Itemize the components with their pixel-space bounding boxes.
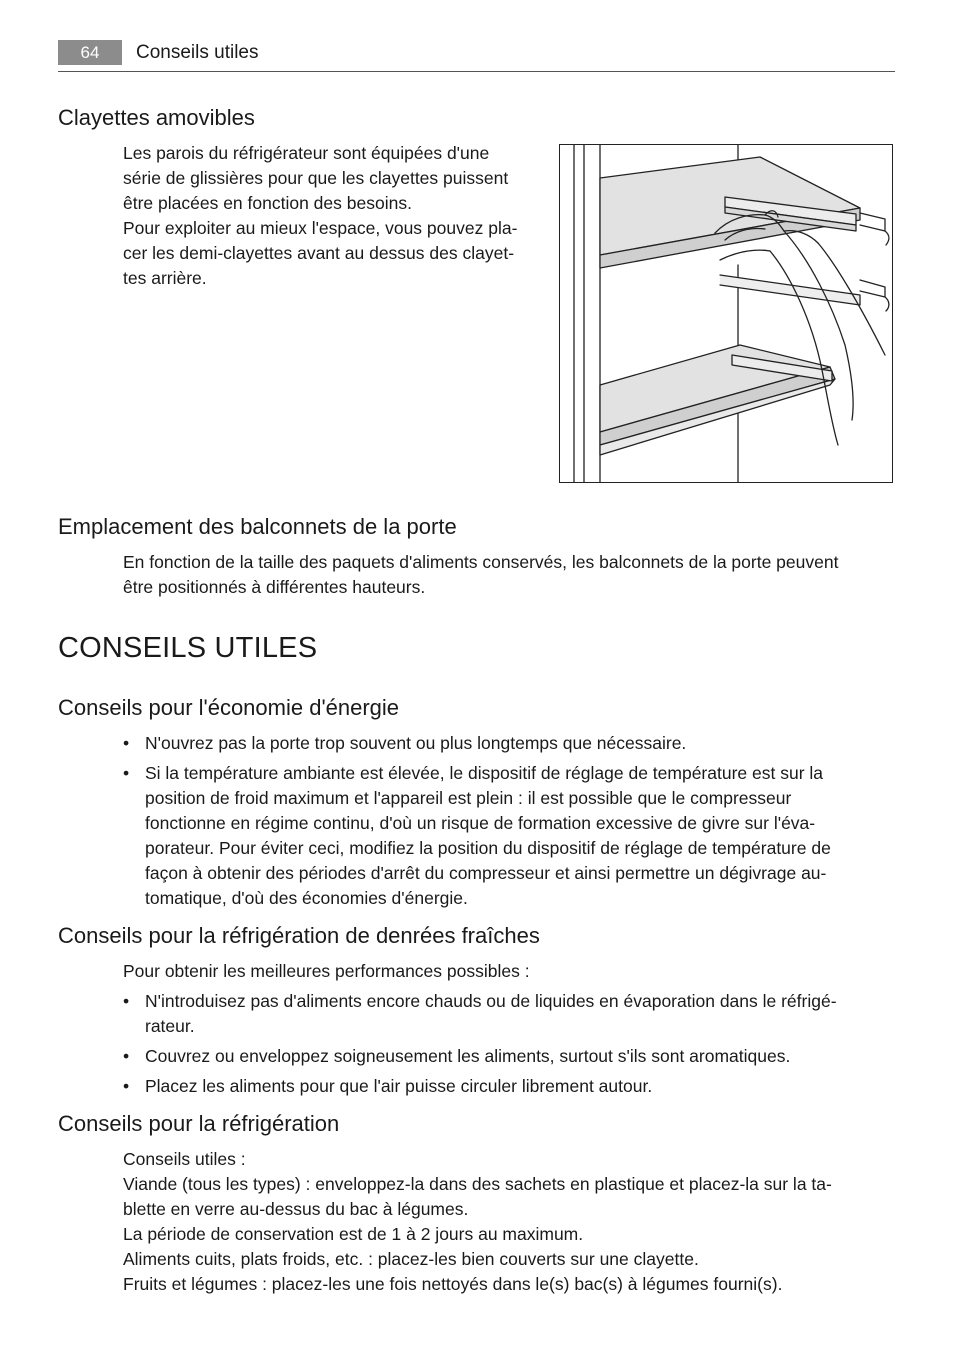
text-line: En fonction de la taille des paquets d'aliments conservés, les balconnets de la porte peuvent (123, 552, 839, 572)
text-line: Pour obtenir les meilleures performances possibles : (123, 961, 530, 981)
text-line: Aliments cuits, plats froids, etc. : placez-les bien couverts sur une clayette. (123, 1249, 699, 1269)
page-header (58, 40, 895, 72)
energie-bullet-list (123, 731, 831, 916)
text-line: fonctionne en régime continu, d'où un risque de formation excessive de givre sur l'éva- (145, 813, 816, 833)
running-title: Conseils utiles (136, 42, 259, 63)
text-line: tomatique, d'où des économies d'énergie. (145, 888, 468, 908)
text-line: Viande (tous les types) : enveloppez-la dans des sachets en plastique et placez-la sur la ta- (123, 1174, 832, 1194)
page-number: 64 (58, 40, 122, 65)
text-line: Les parois du réfrigérateur sont équipées d'une (123, 143, 490, 163)
list-item (123, 761, 831, 911)
text-line: La période de conservation est de 1 à 2 jours au maximum. (123, 1224, 584, 1244)
section-title-clayettes: Clayettes amovibles (58, 105, 255, 130)
section-title-refrigeration: Conseils pour la réfrigération (58, 1111, 340, 1136)
text-line: position de froid maximum et l'appareil est plein : il est possible que le compresseur (145, 788, 792, 808)
text-line: porateur. Pour éviter ceci, modifiez la position du dispositif de réglage de température de (145, 838, 831, 858)
section-title-balconnets: Emplacement des balconnets de la porte (58, 514, 457, 539)
text-line: être positionnés à différentes hauteurs. (123, 577, 426, 597)
refrigeration-paragraph (123, 1147, 832, 1297)
text-line: • N'introduisez pas d'aliments encore chauds ou de liquides en évaporation dans le réfrigé- (145, 991, 837, 1011)
list-item (123, 989, 837, 1039)
text-line: Conseils utiles : (123, 1149, 246, 1169)
shelf-illustration (559, 144, 893, 483)
main-heading: CONSEILS UTILES (58, 632, 318, 664)
text-line: rateur. (145, 1016, 195, 1036)
text-line: série de glissières pour que les clayettes puissent (123, 168, 509, 188)
denrees-bullet-list (123, 989, 837, 1104)
text-line: • Si la température ambiante est élevée, le dispositif de réglage de température est sur la (145, 763, 824, 783)
denrees-intro (123, 959, 530, 984)
text-line: Pour exploiter au mieux l'espace, vous pouvez pla- (123, 218, 518, 238)
list-item (123, 1044, 837, 1069)
list-item (123, 731, 831, 756)
balconnets-paragraph (123, 550, 838, 600)
shelf-hand-drawing (560, 145, 892, 482)
section-title-energie: Conseils pour l'économie d'énergie (58, 695, 400, 720)
text-line: façon à obtenir des périodes d'arrêt du compresseur et ainsi permettre un dégivrage au- (145, 863, 827, 883)
text-line: • N'ouvrez pas la porte trop souvent ou plus longtemps que nécessaire. (145, 733, 687, 753)
section-title-denrees: Conseils pour la réfrigération de denrées fraîches (58, 923, 540, 948)
text-line: tes arrière. (123, 268, 207, 288)
text-line: • Placez les aliments pour que l'air puisse circuler librement autour. (145, 1076, 653, 1096)
text-line: cer les demi-clayettes avant au dessus des clayet- (123, 243, 515, 263)
text-line: être placées en fonction des besoins. (123, 193, 412, 213)
text-line: blette en verre au-dessus du bac à légumes. (123, 1199, 469, 1219)
text-line: • Couvrez ou enveloppez soigneusement les aliments, surtout s'ils sont aromatiques. (145, 1046, 791, 1066)
list-item (123, 1074, 837, 1099)
text-line: Fruits et légumes : placez-les une fois nettoyés dans le(s) bac(s) à légumes fourni(s). (123, 1274, 783, 1294)
clayettes-paragraph (123, 141, 517, 291)
